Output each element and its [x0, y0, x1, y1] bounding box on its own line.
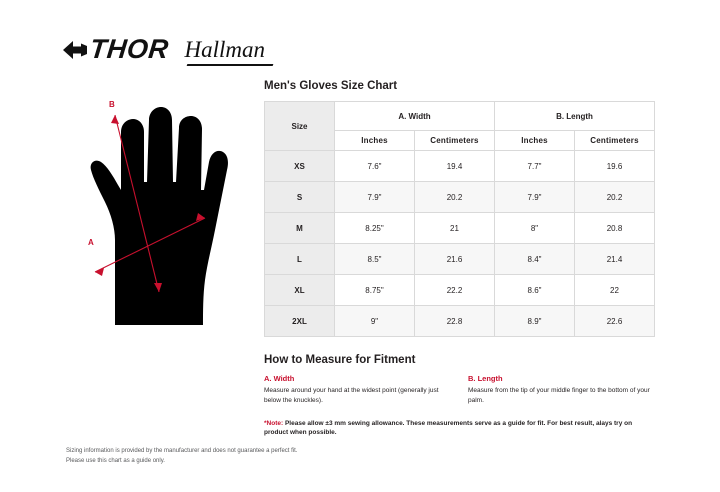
glove-label-a: A — [88, 238, 94, 247]
thor-logo — [62, 34, 169, 65]
cell-width-cm: 21.6 — [415, 244, 495, 275]
cell-length-in: 8.6" — [495, 275, 575, 306]
measurement-note — [264, 419, 644, 439]
cell-length-in: 7.7" — [495, 151, 575, 182]
cell-width-in: 7.6" — [335, 151, 415, 182]
header-length-centimeters: Centimeters — [575, 131, 655, 151]
table-row — [265, 213, 655, 244]
header-size: Size — [265, 102, 335, 151]
cell-length-cm: 22 — [575, 275, 655, 306]
cell-size: S — [265, 182, 335, 213]
measurement-note-label: *Note: — [264, 419, 284, 427]
glove-diagram — [55, 90, 255, 330]
footer-disclaimer — [66, 447, 297, 466]
cell-length-in: 8.9" — [495, 306, 575, 337]
cell-length-cm: 20.2 — [575, 182, 655, 213]
header-width-inches: Inches — [335, 131, 415, 151]
table-row — [265, 182, 655, 213]
cell-length-cm: 21.4 — [575, 244, 655, 275]
how-to-width-block — [264, 374, 450, 406]
cell-width-cm: 22.8 — [415, 306, 495, 337]
table-row — [265, 244, 655, 275]
header-length-inches: Inches — [495, 131, 575, 151]
how-to-length-block — [468, 374, 654, 406]
how-to-length-heading: B. Length — [468, 374, 503, 383]
page-title: Men's Gloves Size Chart — [264, 80, 398, 92]
cell-length-in: 7.9" — [495, 182, 575, 213]
cell-size: 2XL — [265, 306, 335, 337]
glove-label-b: B — [109, 100, 115, 109]
cell-size: XS — [265, 151, 335, 182]
cell-length-cm: 19.6 — [575, 151, 655, 182]
footer-line-1: Sizing information is provided by the manufacturer and does not guarantee a perfect fit. — [66, 448, 298, 454]
hallman-underline — [186, 64, 273, 66]
how-to-measure-title: How to Measure for Fitment — [264, 354, 416, 366]
cell-width-in: 8.25" — [335, 213, 415, 244]
table-header-row-groups — [265, 102, 655, 131]
size-chart-table — [264, 101, 655, 337]
cell-length-in: 8.4" — [495, 244, 575, 275]
cell-length-cm: 20.8 — [575, 213, 655, 244]
brand-header — [62, 34, 265, 65]
chart-column — [264, 80, 654, 438]
cell-width-in: 8.75" — [335, 275, 415, 306]
header-width-centimeters: Centimeters — [415, 131, 495, 151]
header-group-width: A. Width — [335, 102, 495, 131]
cell-length-cm: 22.6 — [575, 306, 655, 337]
footer-line-2: Please use this chart as a guide only. — [66, 457, 165, 464]
table-row — [265, 306, 655, 337]
cell-width-in: 8.5" — [335, 244, 415, 275]
thor-wordmark: THOR — [88, 34, 171, 64]
cell-width-cm: 20.2 — [415, 182, 495, 213]
cell-width-in: 9" — [335, 306, 415, 337]
thor-hammer-icon — [62, 37, 88, 63]
how-to-length-body: Measure from the tip of your middle finger to the bottom of your palm. — [468, 387, 650, 404]
cell-width-cm: 22.2 — [415, 275, 495, 306]
how-to-measure-section — [264, 354, 654, 438]
table-row — [265, 151, 655, 182]
cell-width-in: 7.9" — [335, 182, 415, 213]
cell-size: XL — [265, 275, 335, 306]
how-to-width-heading: A. Width — [264, 374, 295, 383]
measurement-note-body: Please allow ±3 mm sewing allowance. These measurements serve as a guide for fit. For best result, alays try on product when possible. — [264, 419, 633, 437]
hallman-wordmark — [183, 37, 266, 63]
hallman-label: Hallman — [184, 36, 265, 62]
table-row — [265, 275, 655, 306]
cell-width-cm: 19.4 — [415, 151, 495, 182]
how-to-width-body: Measure around your hand at the widest point (generally just below the knuckles). — [264, 387, 439, 404]
header-group-length: B. Length — [495, 102, 655, 131]
cell-size: M — [265, 213, 335, 244]
cell-width-cm: 21 — [415, 213, 495, 244]
cell-size: L — [265, 244, 335, 275]
cell-length-in: 8" — [495, 213, 575, 244]
